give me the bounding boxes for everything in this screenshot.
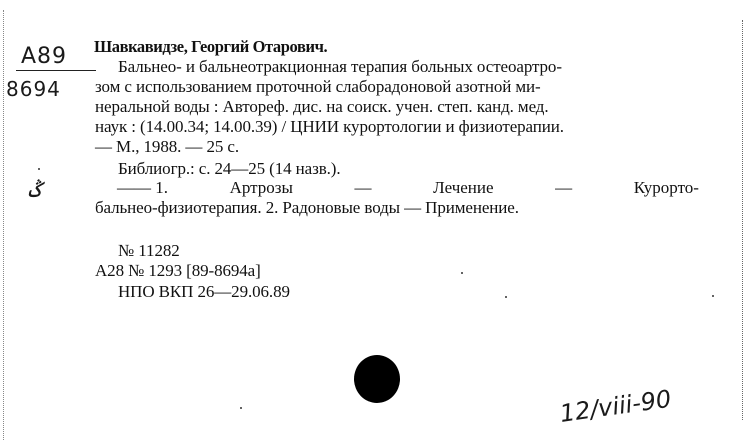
subject-token: Курорто- xyxy=(633,178,699,197)
record-number: № 11282 xyxy=(118,241,180,260)
bibliography-note: Библиогр.: с. 24—25 (14 назв.). xyxy=(118,159,341,178)
handwritten-mark: ݣ xyxy=(28,178,41,203)
body-line: зом с использованием проточной слаборадоновой азотной ми- xyxy=(95,77,541,96)
body-line: — М., 1988. — 25 с. xyxy=(95,137,240,156)
subject-token: Лечение xyxy=(433,178,494,197)
call-number-bottom: 8694 xyxy=(6,77,61,101)
speck xyxy=(240,407,242,409)
body-line: Бальнео- и бальнеотракционная терапия больных остеоартро- xyxy=(118,57,562,76)
a28-number: А28 № 1293 [89-8694а] xyxy=(95,261,261,280)
subjects-line-2: бальнео-физиотерапия. 2. Радоновые воды — Применение. xyxy=(95,198,519,217)
call-number-underline xyxy=(16,70,96,71)
author-heading: Шавкавидзе, Георгий Отарович. xyxy=(94,37,328,56)
speck xyxy=(712,295,714,297)
handwritten-date: 12/viii-90 xyxy=(558,384,673,428)
speck xyxy=(38,168,40,170)
punch-hole xyxy=(354,355,400,403)
body-line: наук : (14.00.34; 14.00.39) / ЦНИИ курортологии и физиотерапии. xyxy=(95,117,564,136)
right-edge-line xyxy=(742,20,744,420)
subject-token: —— 1. xyxy=(117,178,168,197)
subject-token: — xyxy=(555,178,573,197)
subject-token: — xyxy=(354,178,372,197)
call-number-top: А89 xyxy=(21,44,68,69)
speck xyxy=(461,272,463,274)
speck xyxy=(505,296,507,298)
subject-token: Артрозы xyxy=(229,178,293,197)
left-edge-line xyxy=(3,10,5,440)
npo-vkp-line: НПО ВКП 26—29.06.89 xyxy=(118,282,290,301)
subjects-line-1 xyxy=(117,178,699,198)
body-line: неральной воды : Автореф. дис. на соиск. учен. степ. канд. мед. xyxy=(95,97,549,116)
